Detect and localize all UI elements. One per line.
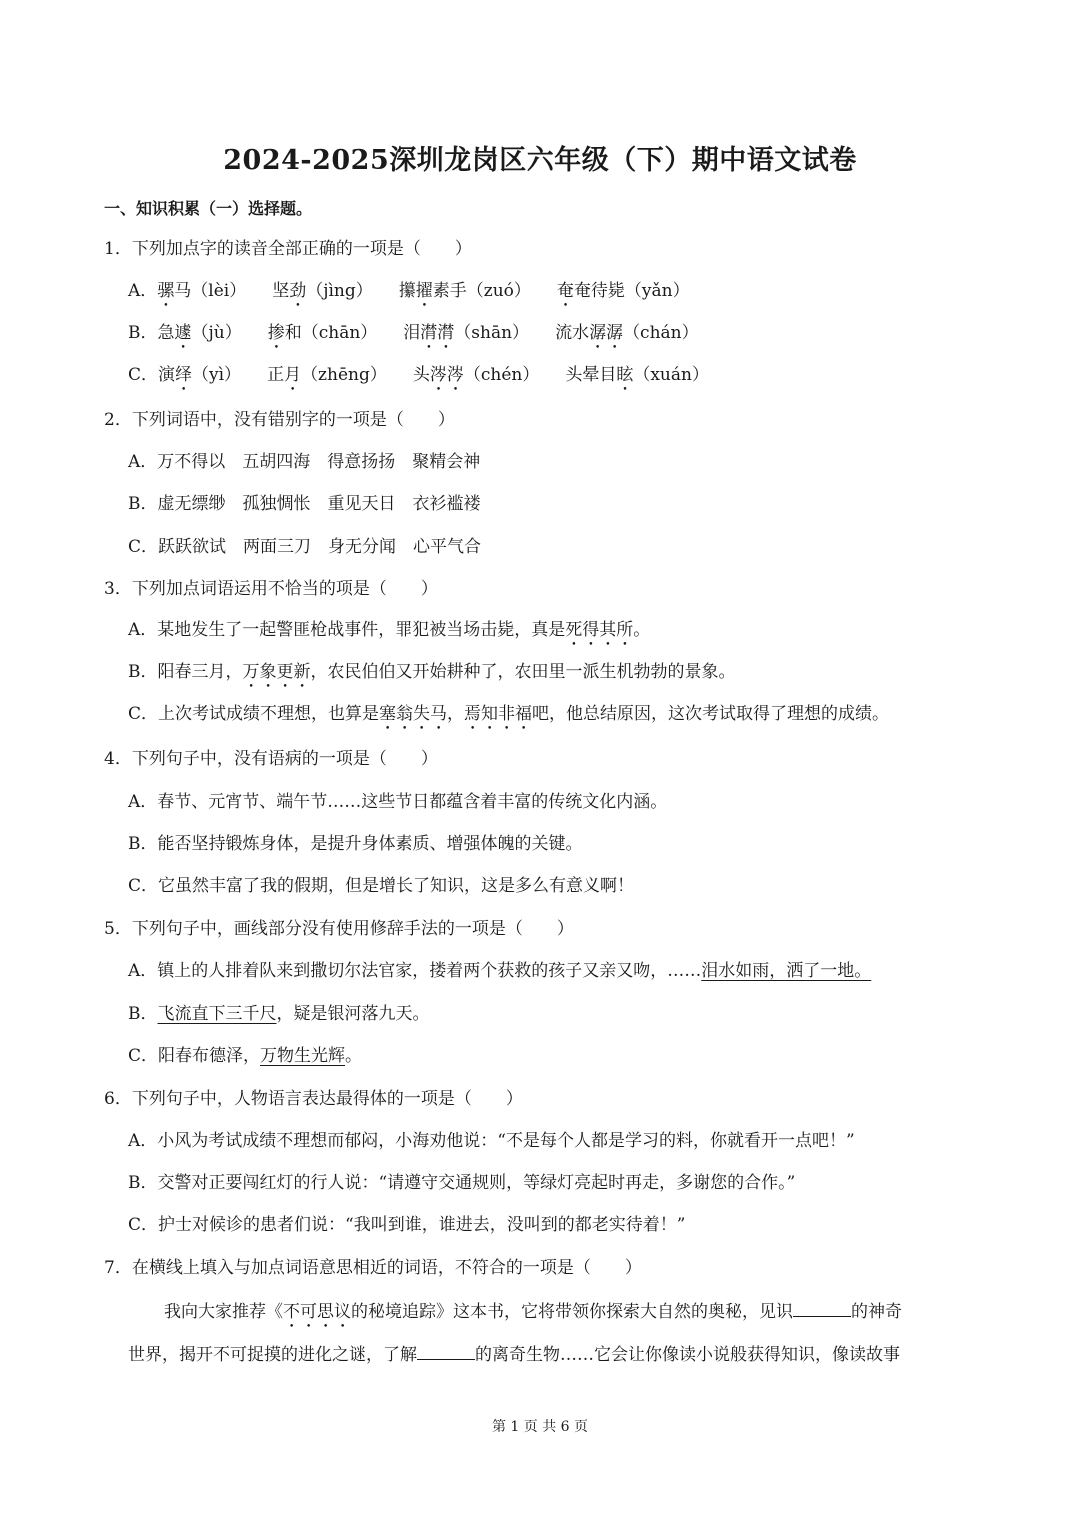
q1-option-c: C．演绎（yì） 正月（zhēng） 头涔涔（chén） 头晕目眩（xuán） — [128, 365, 709, 385]
q4-option-a: A．春节、元宵节、端午节……这些节日都蕴含着丰富的传统文化内涵。 — [128, 792, 668, 812]
q7-passage-line-1: 我向大家推荐《不可思议的秘境追踪》这本书，它将带领你探索大自然的奥秘，见识 的神奇 — [164, 1298, 902, 1332]
page-footer: 第 1 页 共 6 页 — [491, 1419, 589, 1435]
fill-blank-1[interactable] — [793, 1298, 851, 1317]
q5-option-b: B．飞流直下三千尺，疑是银河落九天。 — [128, 1004, 430, 1024]
q2-option-a: A．万不得以 五胡四海 得意扬扬 聚精会神 — [128, 452, 481, 472]
q1-option-b: B．急遽（jù） 掺和（chān） 泪潸潸（shān） 流水潺潺（chán） — [128, 323, 699, 343]
page-title: 2024-2025深圳龙岗区六年级（下）期中语文试卷 — [223, 145, 857, 176]
q6-stem: 6．下列句子中，人物语言表达最得体的一项是（ ） — [104, 1089, 523, 1109]
q5-option-a: A．镇上的人排着队来到撒切尔法官家，搂着两个获救的孩子又亲又吻，……泪水如雨，洒了一地。 — [128, 961, 872, 981]
q2-option-c: C．跃跃欲试 两面三刀 身无分闻 心平气合 — [128, 537, 482, 557]
q3-option-a: A．某地发生了一起警匪枪战事件，罪犯被当场击毙，真是死得其所。 — [128, 620, 651, 640]
q5-stem: 5．下列句子中，画线部分没有使用修辞手法的一项是（ ） — [104, 919, 574, 939]
q1-option-a: A．骡马（lèi） 坚劲（jìng） 攥擢素手（zuó） 奄奄待毙（yǎn） — [128, 281, 690, 301]
q2-option-b: B．虚无缥缈 孤独惆怅 重见天日 衣衫褴褛 — [128, 494, 481, 514]
q6-option-a: A．小风为考试成绩不理想而郁闷，小海劝他说：“不是每个人都是学习的料，你就看开一点吧！” — [128, 1131, 855, 1151]
q4-stem: 4．下列句子中，没有语病的一项是（ ） — [104, 749, 438, 769]
q2-stem: 2．下列词语中，没有错别字的一项是（ ） — [104, 410, 455, 430]
section-heading: 一、知识积累（一）选择题。 — [104, 199, 313, 218]
q4-option-c: C．它虽然丰富了我的假期，但是增长了知识，这是多么有意义啊！ — [128, 876, 635, 896]
q6-option-c: C．护士对候诊的患者们说：“我叫到谁，谁进去，没叫到的都老实待着！” — [128, 1215, 686, 1235]
q7-stem: 7．在横线上填入与加点词语意思相近的词语，不符合的一项是（ ） — [104, 1258, 642, 1278]
q3-option-b: B．阳春三月，万象更新，农民伯伯又开始耕种了，农田里一派生机勃勃的景象。 — [128, 662, 736, 682]
q7-passage-line-2: 世界，揭开不可捉摸的进化之谜，了解 的离奇生物……它会让你像读小说般获得知识，像读故事 — [128, 1341, 900, 1367]
q6-option-b: B．交警对正要闯红灯的行人说：“请遵守交通规则，等绿灯亮起时再走，多谢您的合作。” — [128, 1173, 796, 1193]
q5-option-c: C．阳春布德泽，万物生光辉。 — [128, 1046, 363, 1066]
q1-stem: 1．下列加点字的读音全部正确的一项是（ ） — [104, 239, 472, 259]
q4-option-b: B．能否坚持锻炼身体，是提升身体素质、增强体魄的关键。 — [128, 834, 583, 854]
q3-stem: 3．下列加点词语运用不恰当的项是（ ） — [104, 579, 438, 599]
fill-blank-2[interactable] — [417, 1341, 475, 1360]
q3-option-c: C．上次考试成绩不理想，也算是塞翁失马，焉知非福吧，他总结原因，这次考试取得了理想的成绩。 — [128, 704, 890, 724]
